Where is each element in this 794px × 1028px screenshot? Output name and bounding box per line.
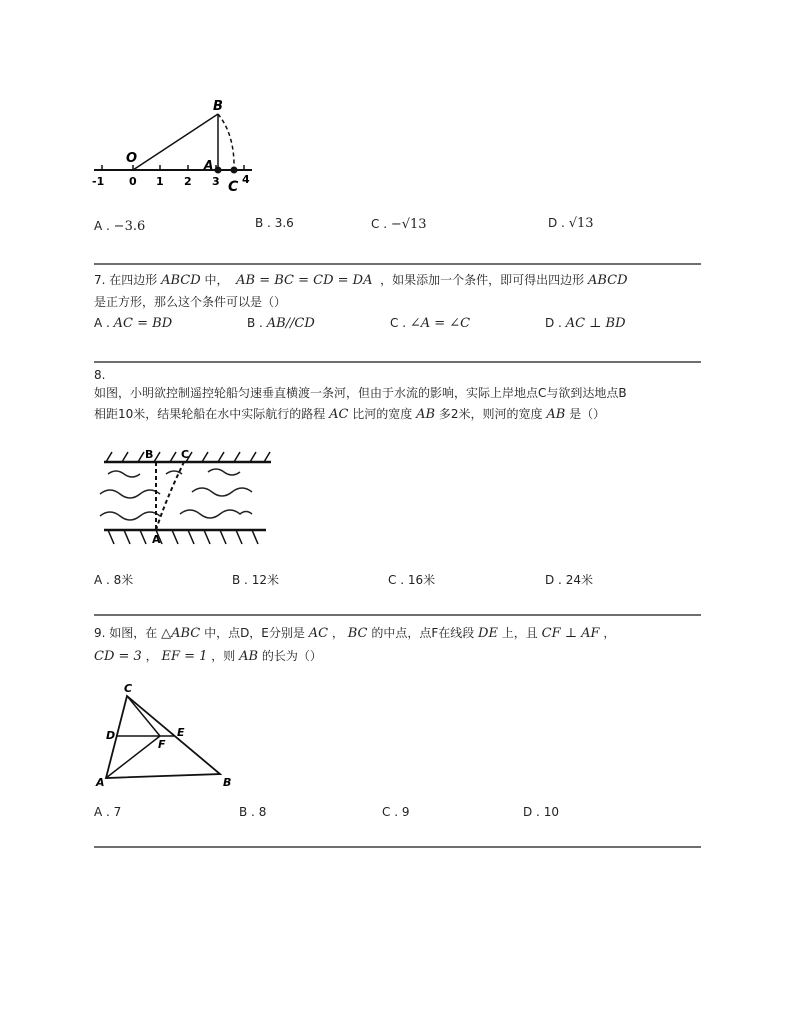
label-a: A (96, 776, 105, 789)
label-o: O (126, 151, 138, 166)
option-value: AB//CD (266, 316, 315, 331)
option-value: 3.6 (274, 216, 294, 230)
label-b: B (213, 99, 223, 114)
label-b: B (223, 776, 232, 789)
option-value: 7 (113, 805, 122, 819)
q8-stem-line2: 相距10米，结果轮船在水中实际航行的路程 AC 比河的宽度 AB 多2米，则河的宽度 AB 是（） (94, 407, 606, 422)
q8-number: 8. (94, 368, 106, 382)
option-value: 9 (401, 805, 410, 819)
point-a (215, 167, 222, 174)
q8-option-c[interactable]: C . 16米 (388, 573, 436, 587)
tick-label: 0 (129, 175, 137, 188)
separator (94, 846, 701, 848)
label-c: C (181, 448, 190, 461)
tick-label: 1 (156, 175, 164, 188)
label-f: F (158, 738, 166, 751)
q7-option-c[interactable]: C . ∠A = ∠C (390, 316, 471, 331)
label-d: D (106, 729, 116, 742)
arc-bc (218, 114, 234, 170)
segment-cf (127, 696, 160, 736)
bank-hatching-bottom (108, 530, 258, 544)
option-value: 8 (258, 805, 267, 819)
q8-option-a[interactable]: A . 8米 (94, 573, 134, 587)
triangle-abc (106, 696, 220, 778)
q7-option-d[interactable]: D . AC ⊥ BD (545, 316, 626, 331)
label-b: B (145, 448, 154, 461)
separator (94, 614, 701, 616)
q7-stem-line2: 是正方形，那么这个条件可以是（） (94, 295, 287, 309)
q6-option-d[interactable] (548, 216, 594, 231)
q6-option-b[interactable] (255, 216, 294, 230)
label-c: C (228, 179, 239, 195)
option-value: 12米 (251, 573, 279, 587)
separator (94, 263, 701, 265)
label-e: E (177, 726, 185, 739)
option-value: AC ⊥ BD (565, 316, 626, 331)
label-a: A (204, 158, 214, 172)
q6-option-a[interactable] (94, 219, 145, 234)
tick-label: 4 (242, 173, 250, 186)
option-letter: D . (548, 216, 565, 230)
q6-number-line-figure (90, 95, 260, 195)
option-letter: B . (255, 216, 271, 230)
q9-stem-line2: CD = 3 ， EF = 1 ，则 AB 的长为（） (94, 649, 322, 664)
option-value: ∠A = ∠C (409, 316, 471, 331)
q8-option-d[interactable]: D . 24米 (545, 573, 593, 587)
q9-option-a[interactable]: A . 7 (94, 805, 122, 819)
q9-option-d[interactable]: D . 10 (523, 805, 559, 819)
segment-af (106, 736, 160, 778)
q9-option-c[interactable]: C . 9 (382, 805, 410, 819)
q9-stem-line1: 9. 如图，在 △ABC 中，点D，E分别是 AC ， BC 的中点，点F在线段 DE 上，且 CF ⊥ AF ， (94, 626, 616, 641)
option-value: 10 (543, 805, 559, 819)
tick-label: 2 (184, 175, 192, 188)
option-value: √13 (568, 216, 594, 231)
option-letter: C . (371, 217, 388, 231)
tick-label: 3 (212, 175, 220, 188)
label-a: A (152, 533, 161, 546)
q8-river-figure (96, 444, 276, 554)
q6-option-c[interactable] (371, 217, 427, 232)
option-value: 24米 (565, 573, 593, 587)
option-value: AC = BD (113, 316, 173, 331)
option-value: −√13 (390, 217, 427, 232)
q8-stem-line1: 如图，小明欲控制遥控轮船匀速垂直横渡一条河，但由于水流的影响，实际上岸地点C与欲到达地点B (94, 386, 627, 400)
point-c (231, 167, 238, 174)
q8-option-b[interactable]: B . 12米 (232, 573, 279, 587)
label-c: C (124, 682, 133, 695)
q9-option-b[interactable]: B . 8 (239, 805, 267, 819)
option-value: 16米 (407, 573, 436, 587)
option-value: −3.6 (113, 219, 146, 234)
q9-triangle-figure (92, 678, 242, 793)
q7-option-b[interactable]: B . AB//CD (247, 316, 315, 331)
separator (94, 361, 701, 363)
option-letter: A . (94, 219, 110, 233)
q7-stem-line1: 7. 在四边形 ABCD 中， AB = BC = CD = DA ，如果添加一个条件，即可得出四边形 ABCD (94, 273, 628, 288)
q7-option-a[interactable]: A . AC = BD (94, 316, 173, 331)
option-value: 8米 (113, 573, 134, 587)
tick-label: -1 (92, 175, 105, 188)
